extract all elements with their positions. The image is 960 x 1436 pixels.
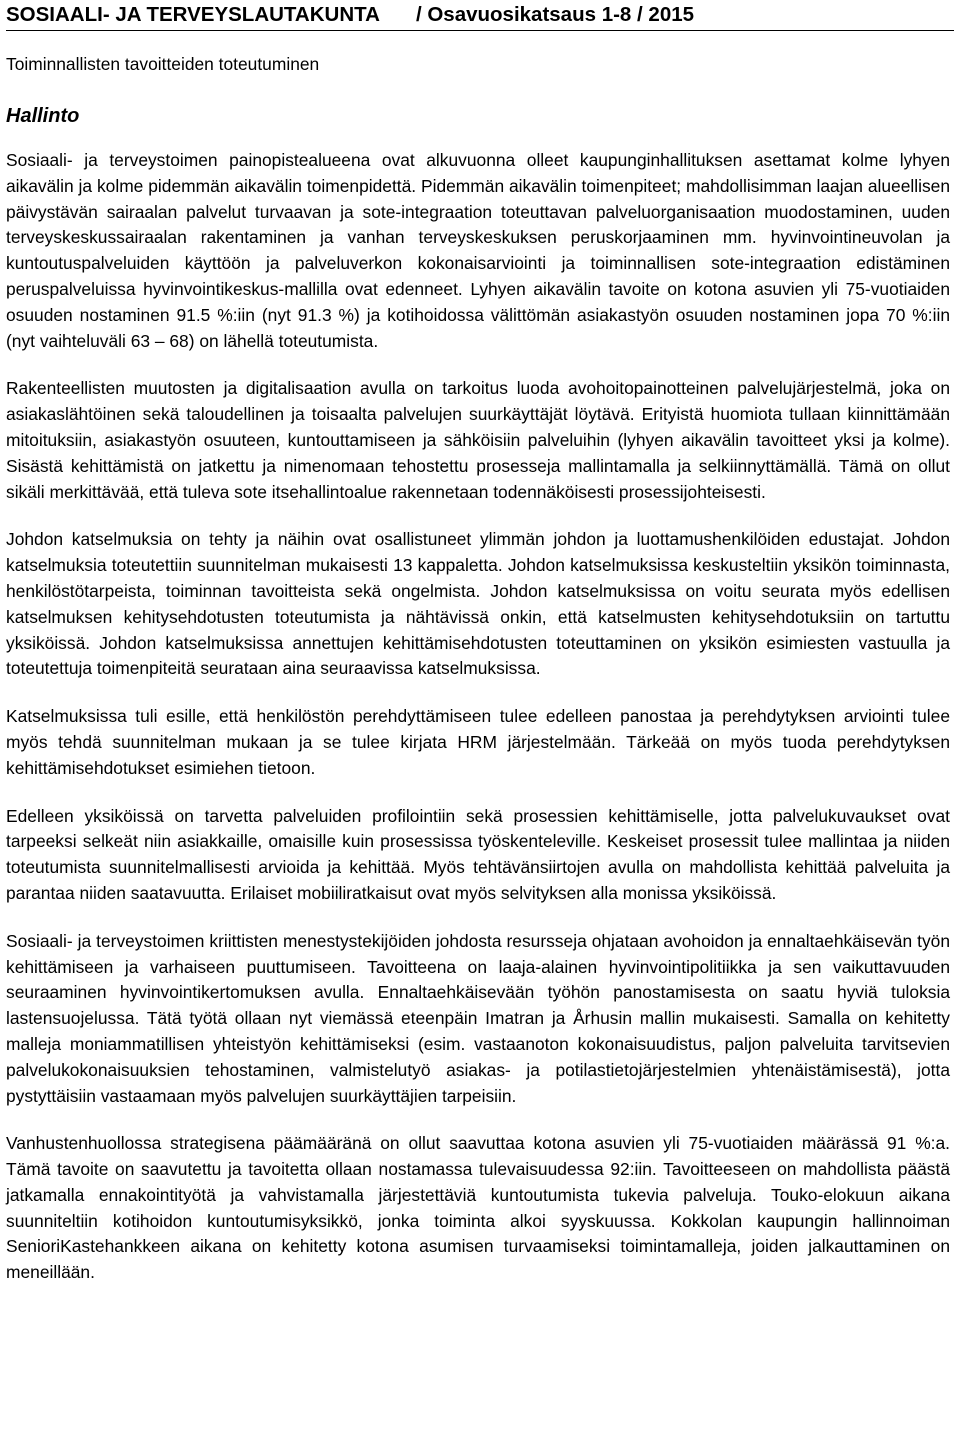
paragraph: Edelleen yksiköissä on tarvetta palveluiden profilointiin sekä prosessien kehittämiselle, jotta palvelukuvaukset ovat tarpeeksi selkeät niin asiakkaille, omaisille kuin prosessissa työskenteleville. Keskeiset prosessit tulee mallintaa ja niiden toteutumista suunnitelmallisesti arvioida ja kehittää. Myös tehtävänsiirtojen avulla on mahdollista kehittää palveluita ja parantaa niiden saatavuutta. Erilaiset mobiiliratkaisut ovat myös selvityksen alla monissa yksiköissä. xyxy=(6,805,950,903)
page-header xyxy=(6,2,954,31)
paragraph: Sosiaali- ja terveystoimen painopistealueena ovat alkuvuonna olleet kaupunginhallituksen asettamat kolme lyhyen aikavälin ja kolme pidemmän aikavälin toimenpidettä. Pidemmän aikavälin toimenpiteet; mahdollisimman laajan alueellisen päivystävän sairaalan palvelut turvaavan ja sote-integraation toteuttavan palveluorganisaation muodostaminen, uuden terveyskeskussairaalan rakentaminen ja vanhan terveyskeskuksen peruskorjaaminen mm. hyvinvointineuvolan ja kuntoutuspalveluiden käyttöön ja palveluverkon kokonaisarviointi ja toiminnallisen sote-integraation edistäminen peruspalveluissa hyvinvointikeskus-mallilla ovat edenneet. Lyhyen aikavälin tavoite on kotona asuvien yli 75-vuotiaiden osuuden nostaminen 91.5 %:iin (nyt 91.3 %) ja kotihoidossa välittömän asiakastyön osuuden nostaminen jopa 70 %:iin (nyt vaihteluväli 63 – 68) on lähellä toteutumista. xyxy=(6,150,950,351)
paragraph: Katselmuksissa tuli esille, että henkilöstön perehdyttämiseen tulee edelleen panostaa ja perehdytyksen arviointi tulee myös tehdä suunnitelman mukaan ja se tulee kirjata HRM järjestelmään. Tärkeää on myös tuoda perehdytyksen kehittämisehdotukset esimiehen tietoon. xyxy=(6,706,950,778)
section-title: Hallinto xyxy=(6,105,80,127)
paragraph: Vanhustenhuollossa strategisena päämääränä on ollut saavuttaa kotona asuvien yli 75-vuotiaiden määrässä 91 %:a. Tämä tavoite on saavutettu ja tavoitetta ollaan nostamassa tulevaisuudessa 92:iin. Tavoitteeseen on mahdollista päästä jatkamalla ennakointityötä ja vahvistamalla järjestettäviä kuntoutumista tukevia palveluja. Touko-elokuun aikana suunniteltiin kotihoidon kuntoutumisyksikkö, jonka toiminta alkoi syyskuussa. Kokkolan kaupungin hallinnoiman SenioriKastehankkeen aikana on kehitetty kotona asumisen turvaamiseksi toimintamalleja, joiden jalkauttaminen on meneillään. xyxy=(6,1133,950,1283)
organization-name: SOSIAALI- JA TERVEYSLAUTAKUNTA xyxy=(6,3,380,26)
report-period: / Osavuosikatsaus 1-8 / 2015 xyxy=(415,3,695,26)
page-subtitle: Toiminnallisten tavoitteiden toteutuminen xyxy=(6,54,320,74)
paragraph: Rakenteellisten muutosten ja digitalisaation avulla on tarkoitus luoda avohoitopainotteinen palvelujärjestelmä, joka on asiakaslähtöinen sekä taloudellinen ja toisaalta palvelujen suurkäyttäjät löytävä. Erityistä huomiota tullaan kiinnittämään mitoituksiin, asiakastyön osuuteen, kuntouttamiseen ja sähköisiin palveluihin (lyhyen aikavälin tavoitteet yksi ja kolme). Sisästä kehittämistä on jatkettu ja nimenomaan tehostettu prosesseja mallintamalla ja selkiinnyttämällä. Tämä on ollut sikäli merkittävää, että tuleva sote itsehallintoalue rakennetaan todennäköisesti prosessijohteisesti. xyxy=(6,378,950,502)
paragraph: Sosiaali- ja terveystoimen kriittisten menestystekijöiden johdosta resursseja ohjataan avohoidon ja ennaltaehkäisevän työn kehittämiseen ja varhaiseen puuttumiseen. Tavoitteena on laaja-alainen hyvinvointipolitiikka ja sen vaikuttavuuden seuraaminen hyvinvointikertomuksen avulla. Ennaltaehkäisevään työhön panostamisesta on saatu hyviä tuloksia lastensuojelussa. Tätä työtä ollaan nyt viemässä eteenpäin Imatran ja Århusin mallin mukaisesti. Samalla on kehitetty malleja moniammatillisen yhteistyön kehittämiseksi (esim. vastaanoton kokonaisuudistus, paljon palveluita tarvitsevien palvelukokonaisuuksien tehostaminen, valmistelutyö asiakas- ja potilastietojärjestelmien yhtenäistämisestä), jotta pystyttäisiin vastaamaan myös palvelujen suurkäyttäjien tarpeisiin. xyxy=(6,930,950,1106)
paragraph: Johdon katselmuksia on tehty ja näihin ovat osallistuneet ylimmän johdon ja luottamushenkilöiden edustajat. Johdon katselmuksia toteutettiin suunnitelman mukaisesti 13 kappaletta. Johdon katselmuksissa keskusteltiin yksikön toiminnasta, henkilöstötarpeista, toiminnan tavoitteista sekä ongelmista. Johdon katselmuksissa on voitu seurata myös edellisen katselmuksen kehitysehdotusten toteutumista ja nähtävissä onkin, että katselmusten kehitysehdotuksiin on tartuttu yksiköissä. Johdon katselmuksissa annettujen kehittämisehdotusten toteuttaminen on yksikön esimiesten vastuulla ja toteutettuja toimenpiteitä seurataan aina seuraavissa katselmuksissa. xyxy=(6,529,950,679)
body-text xyxy=(6,148,950,1308)
